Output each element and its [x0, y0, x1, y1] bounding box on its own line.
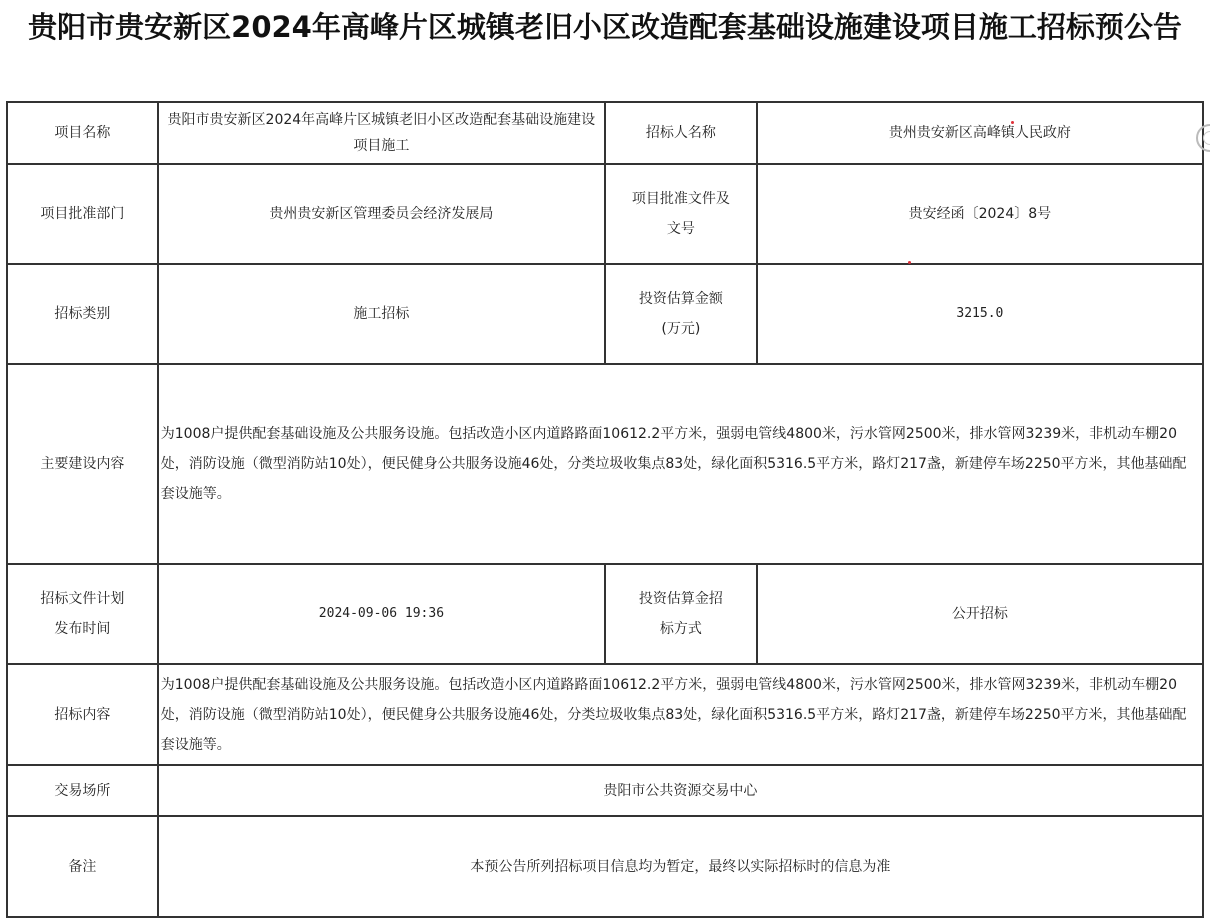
approval-dept-value: 贵州贵安新区管理委员会经济发展局 [159, 165, 606, 265]
investment-label: 投资估算金额(万元) [606, 265, 758, 365]
venue-label: 交易场所 [8, 766, 159, 817]
marker-dot-icon [908, 261, 911, 264]
main-content-label: 主要建设内容 [8, 365, 159, 565]
table-row [8, 766, 1204, 817]
investment-value: 3215.0 [758, 265, 1204, 365]
table-row [8, 665, 1204, 766]
table-row [8, 265, 1204, 365]
tender-method-label: 投资估算金招标方式 [606, 565, 758, 665]
table-row [8, 103, 1204, 165]
scroll-widget-inner-icon [1203, 131, 1210, 145]
tender-type-value: 施工招标 [159, 265, 606, 365]
venue-value: 贵阳市公共资源交易中心 [159, 766, 1204, 817]
table-row [8, 365, 1204, 565]
project-name-value: 贵阳市贵安新区2024年高峰片区城镇老旧小区改造配套基础设施建设项目施工 [159, 103, 606, 165]
tenderer-label: 招标人名称 [606, 103, 758, 165]
tenderer-value: 贵州贵安新区高峰镇人民政府 [758, 103, 1204, 165]
tender-type-label: 招标类别 [8, 265, 159, 365]
marker-dot-icon [1011, 121, 1014, 124]
main-content-value: 为1008户提供配套基础设施及公共服务设施。包括改造小区内道路路面10612.2平方米，强弱电管线4800米，污水管网2500米，排水管网3239米，非机动车棚20处，消防设施（微型消防站10处），便民健身公共服务设施46处，分类垃圾收集点83处，绿化面积5316.5平方米，路灯217盏，新建停车场2250平方米，其他基础配套设施等。 [159, 365, 1204, 565]
announcement-table [6, 101, 1204, 918]
table-row [8, 565, 1204, 665]
table-row [8, 165, 1204, 265]
approval-doc-label: 项目批准文件及文号 [606, 165, 758, 265]
tender-method-value: 公开招标 [758, 565, 1204, 665]
approval-doc-value: 贵安经函〔2024〕8号 [758, 165, 1204, 265]
table-row [8, 817, 1204, 918]
remark-value: 本预公告所列招标项目信息均为暂定，最终以实际招标时的信息为准 [159, 817, 1204, 918]
tender-content-value: 为1008户提供配套基础设施及公共服务设施。包括改造小区内道路路面10612.2平方米，强弱电管线4800米，污水管网2500米，排水管网3239米，非机动车棚20处，消防设施（微型消防站10处），便民健身公共服务设施46处，分类垃圾收集点83处，绿化面积5316.5平方米，路灯217盏，新建停车场2250平方米，其他基础配套设施等。 [159, 665, 1204, 766]
tender-content-label: 招标内容 [8, 665, 159, 766]
approval-dept-label: 项目批准部门 [8, 165, 159, 265]
publish-time-value: 2024-09-06 19:36 [159, 565, 606, 665]
page-title: 贵阳市贵安新区2024年高峰片区城镇老旧小区改造配套基础设施建设项目施工招标预公告 [28, 10, 1182, 44]
remark-label: 备注 [8, 817, 159, 918]
publish-time-label: 招标文件计划发布时间 [8, 565, 159, 665]
project-name-label: 项目名称 [8, 103, 159, 165]
